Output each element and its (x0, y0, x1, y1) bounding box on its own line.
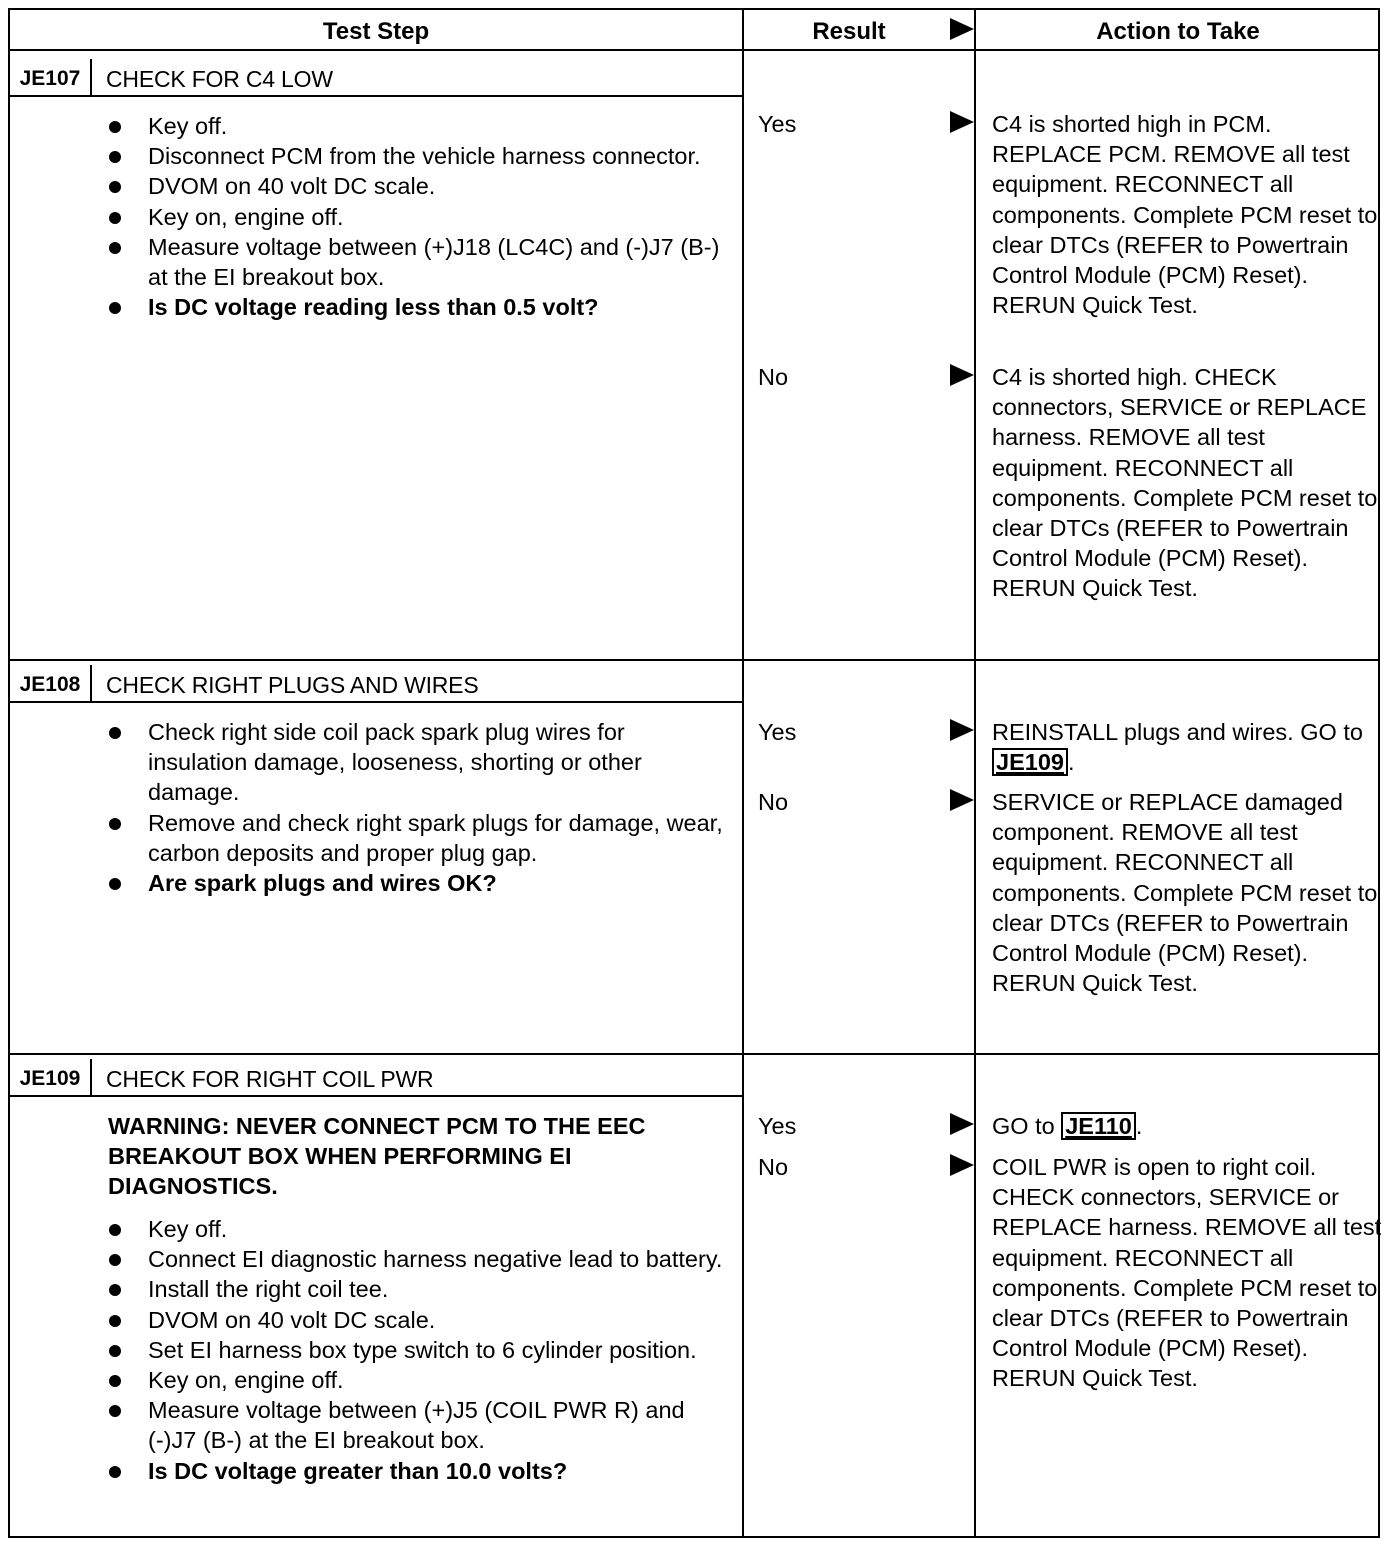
bullet-icon (109, 1375, 121, 1387)
result-no: No (758, 364, 789, 390)
bullet-icon (109, 121, 121, 133)
bullet-icon (109, 878, 121, 890)
step-bullets (106, 111, 726, 322)
action-text: COIL PWR is open to right coil. CHECK connectors, SERVICE or REPLACE harness. REMOVE all test equipment. RECONNECT all components. Complete PCM reset to clear DTCs (REFER to Powertrain Control Module (PCM) Reset). RERUN Quick Test. (992, 1154, 1382, 1392)
title-divider (92, 1095, 742, 1097)
step-id: JE107 (10, 59, 92, 97)
action-text: C4 is shorted high in PCM. REPLACE PCM. REMOVE all test equipment. RECONNECT all components. Complete PCM reset to clear DTCs (REFER to Powertrain Control Module (PCM) Reset). RERUN Quick Test. (992, 111, 1378, 319)
header-arrow-icon (950, 18, 974, 40)
list-item: Check right side coil pack spark plug wires for insulation damage, looseness, shorting or other damage. (106, 717, 726, 808)
step-id: JE109 (10, 1059, 92, 1097)
result-arrow-icon (950, 111, 974, 133)
list-item: Is DC voltage reading less than 0.5 volt? (106, 292, 726, 322)
result-yes: Yes (758, 719, 797, 745)
list-item: Remove and check right spark plugs for damage, wear, carbon deposits and proper plug gap. (106, 808, 726, 868)
table-header (10, 10, 1378, 51)
list-item: DVOM on 40 volt DC scale. (106, 171, 726, 201)
bullet-icon (109, 1345, 121, 1357)
header-test-step: Test Step (322, 18, 430, 45)
diagnostic-table (8, 8, 1380, 1538)
step-title: CHECK FOR RIGHT COIL PWR (106, 1066, 434, 1092)
action-text: GO to JE110 . (992, 1113, 1143, 1139)
bullet-icon (109, 1405, 121, 1417)
step-bullets (106, 717, 726, 898)
list-item: Measure voltage between (+)J18 (LC4C) and (-)J7 (B-) at the EI breakout box. (106, 232, 726, 292)
list-item: Are spark plugs and wires OK? (106, 868, 726, 898)
table-row-je109 (10, 1059, 1382, 1538)
result-no: No (758, 1154, 789, 1180)
action-text: REINSTALL plugs and wires. GO to JE109 . (992, 719, 1363, 776)
result-arrow-icon (950, 1113, 974, 1135)
list-item: Measure voltage between (+)J5 (COIL PWR R) and (-)J7 (B-) at the EI breakout box. (106, 1395, 726, 1455)
bullet-icon (109, 727, 121, 739)
table-row-je108 (10, 665, 1378, 1055)
step-bullets (106, 1214, 726, 1486)
list-item: Connect EI diagnostic harness negative lead to battery. (106, 1244, 726, 1274)
bullet-icon (109, 151, 121, 163)
list-item: Set EI harness box type switch to 6 cylinder position. (106, 1335, 726, 1365)
warning-text: WARNING: NEVER CONNECT PCM TO THE EEC BREAKOUT BOX WHEN PERFORMING EI DIAGNOSTICS. (108, 1113, 646, 1200)
result-no: No (758, 789, 789, 815)
bullet-icon (109, 1224, 121, 1236)
step-title: CHECK FOR C4 LOW (106, 66, 333, 92)
bullet-icon (109, 1284, 121, 1296)
step-id: JE108 (10, 665, 92, 703)
bullet-icon (109, 181, 121, 193)
ref-link-je109[interactable]: JE109 (992, 748, 1068, 776)
list-item: DVOM on 40 volt DC scale. (106, 1305, 726, 1335)
list-item: Is DC voltage greater than 10.0 volts? (106, 1456, 726, 1486)
row-divider (10, 659, 1380, 661)
list-item: Key off. (106, 111, 726, 141)
title-divider (92, 95, 742, 97)
bullet-icon (109, 1315, 121, 1327)
list-item: Key on, engine off. (106, 1365, 726, 1395)
header-result: Result (812, 18, 886, 45)
action-text: SERVICE or REPLACE damaged component. REMOVE all test equipment. RECONNECT all components. Complete PCM reset to clear DTCs (REFER to Powertrain Control Module (PCM) Reset). RERUN Quick Test. (992, 789, 1378, 997)
action-text: C4 is shorted high. CHECK connectors, SERVICE or REPLACE harness. REMOVE all test equipment. RECONNECT all components. Complete PCM reset to clear DTCs (REFER to Powertrain Control Module (PCM) Reset). RERUN Quick Test. (992, 364, 1378, 602)
bullet-icon (109, 818, 121, 830)
list-item: Key off. (106, 1214, 726, 1244)
bullet-icon (109, 212, 121, 224)
table-row-je107 (10, 59, 1378, 663)
result-arrow-icon (950, 719, 974, 741)
bullet-icon (109, 1466, 121, 1478)
list-item: Disconnect PCM from the vehicle harness connector. (106, 141, 726, 171)
ref-link-je110[interactable]: JE110 (1061, 1112, 1136, 1140)
result-arrow-icon (950, 1154, 974, 1176)
bullet-icon (109, 242, 121, 254)
list-item: Key on, engine off. (106, 202, 726, 232)
title-divider (92, 701, 742, 703)
step-title: CHECK RIGHT PLUGS AND WIRES (106, 672, 479, 698)
result-yes: Yes (758, 1113, 797, 1139)
list-item: Install the right coil tee. (106, 1274, 726, 1304)
bullet-icon (109, 1254, 121, 1266)
row-divider (10, 1053, 1380, 1055)
bullet-icon (109, 302, 121, 314)
header-action: Action to Take (1096, 18, 1260, 45)
result-yes: Yes (758, 111, 797, 137)
result-arrow-icon (950, 789, 974, 811)
result-arrow-icon (950, 364, 974, 386)
